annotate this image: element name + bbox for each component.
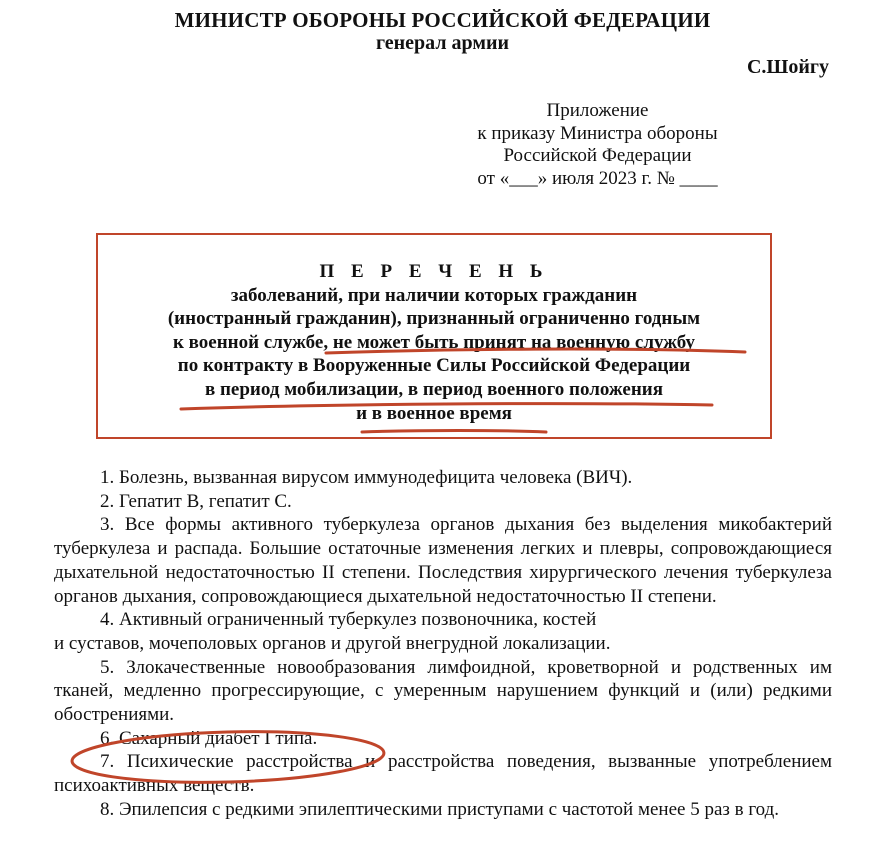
appendix-line: Приложение — [546, 100, 649, 121]
appendix-line: к приказу Министра обороны — [477, 122, 718, 144]
heading-line: заболеваний, при наличии которых гражданин — [230, 284, 638, 306]
list-title: П Е Р Е Ч Е Н Ь — [319, 261, 549, 282]
list-item: 8. Эпилепсия с редкими эпилептическими приступами с частотой менее 5 раз в год. — [100, 798, 780, 820]
appendix-block — [400, 100, 795, 190]
heading-line: в период мобилизации, в период военного положения — [204, 378, 664, 400]
appendix-line: от «___» июля 2023 г. № ____ — [477, 167, 718, 189]
signature-name: С.Шойгу — [746, 56, 829, 78]
appendix-line: Российской Федерации — [503, 145, 692, 166]
heading-line: по контракту в Вооруженные Силы Российской Федерации — [177, 355, 691, 377]
list-item: 2. Гепатит B, гепатит C. — [100, 490, 292, 512]
list-item: и суставов, мочеполовых органов и другой внегрудной локализации. — [54, 632, 611, 654]
heading-line: и в военное время — [356, 402, 512, 424]
list-item-highlighted: 6. Сахарный диабет I типа. — [100, 727, 318, 749]
list-item: 3. Все формы активного туберкулеза органов дыхания без выделения микобактерий туберкулеза и распада. Большие остаточные изменения легких и плевры, сопровождающиеся дыхательной недостаточностью II степени. Последствия хирургического лечения туберкулеза органов дыхания, сопровождающиеся дыхательной недостаточностью II степени. — [54, 514, 832, 607]
rank-title: генерал армии — [375, 32, 510, 54]
list-item: 5. Злокачественные новообразования лимфоидной, кроветворной и родственных им тканей, медленно прогрессирующие, с умеренным нарушением функций и (или) редкими обострениями. — [54, 656, 832, 726]
disease-list — [54, 466, 832, 822]
minister-title: МИНИСТР ОБОРОНЫ РОССИЙСКОЙ ФЕДЕРАЦИИ — [174, 8, 711, 32]
heading-line: (иностранный гражданин), признанный ограниченно годным — [167, 308, 701, 330]
list-item: 4. Активный ограниченный туберкулез позвоночника, костей — [100, 609, 597, 631]
list-item: 1. Болезнь, вызванная вирусом иммунодефицита человека (ВИЧ). — [100, 467, 633, 488]
list-item: 7. Психические расстройства и расстройства поведения, вызванные употреблением психоактивных веществ. — [54, 751, 832, 797]
list-heading-block — [96, 260, 772, 425]
heading-line: к военной службе, не может быть принят на военную службу — [172, 331, 696, 353]
